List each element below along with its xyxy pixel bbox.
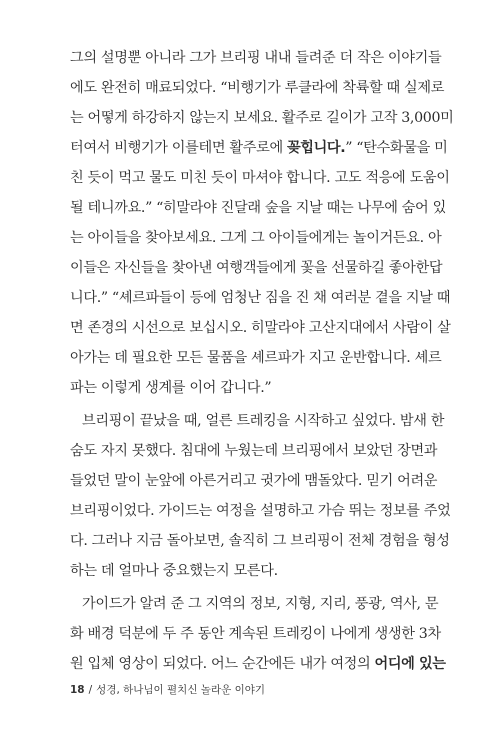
- text-line: [70, 133, 448, 163]
- text-run: ” “탄수화물을 미: [345, 140, 448, 156]
- text-line: 그의 설명뿐 아니라 그가 브리핑 내내 들려준 더 작은 이야기들: [70, 50, 442, 66]
- text-line: 브리핑이 끝났을 때, 얼른 트레킹을 시작하고 싶었다. 밤새 한: [82, 413, 445, 429]
- text-line: 브리핑이었다. 가이드는 여정을 설명하고 가슴 뛰는 정보를 주었: [70, 503, 451, 519]
- text-line: 니다.” “셰르파들이 등에 엄청난 짐을 진 채 여러분 곁을 지날 때: [70, 290, 451, 306]
- emphasized-text: 꽂힙니다.: [286, 140, 346, 156]
- text-line: 는 어떻게 하강하지 않는지 보세요. 활주로 길이가 고작 3,000미: [70, 110, 454, 126]
- text-line: 숨도 자지 못했다. 침대에 누웠는데 브리핑에서 보았던 장면과: [70, 443, 438, 459]
- text-run: 터여서 비행기가 이를테면 활주로에: [70, 140, 287, 156]
- text-line: 면 존경의 시선으로 보십시오. 히말라야 고산지대에서 사람이 살: [70, 320, 451, 336]
- text-line: 화 배경 덕분에 두 주 동안 계속된 트레킹이 나에게 생생한 3차: [70, 626, 441, 642]
- text-line: 하는 데 얼마나 중요했는지 모른다.: [70, 563, 278, 579]
- text-line: 이들은 자신들을 찾아낸 여행객들에게 꽃을 선물하길 좋아한답: [70, 260, 443, 276]
- page-footer: [70, 680, 265, 700]
- running-title: 성경, 하나님이 펼치신 놀라운 이야기: [96, 684, 266, 696]
- text-line: 될 테니까요.” “히말라야 진달래 숲을 지날 때는 나무에 숨어 있: [70, 200, 446, 216]
- text-line: 다. 그러나 지금 돌아보면, 솔직히 그 브리핑이 전체 경험을 형성: [70, 533, 450, 549]
- emphasized-text: 어디에 있는: [374, 656, 446, 672]
- page-number: 18: [70, 684, 85, 696]
- text-line: 친 듯이 먹고 물도 미친 듯이 마셔야 합니다. 고도 적응에 도움이: [70, 170, 450, 186]
- footer-separator: /: [88, 684, 93, 696]
- text-line: 아가는 데 필요한 모든 물품을 셰르파가 지고 운반합니다. 셰르: [70, 350, 442, 366]
- text-line: 파는 이렇게 생계를 이어 갑니다.”: [70, 380, 272, 396]
- text-line: 에도 완전히 매료되었다. “비행기가 루클라에 착륙할 때 실제로: [70, 80, 445, 96]
- text-line: [70, 649, 446, 679]
- text-line: 가이드가 알려 준 그 지역의 정보, 지형, 지리, 풍광, 역사, 문: [82, 596, 439, 612]
- text-run: 원 입체 영상이 되었다. 어느 순간에든 내가 여정의: [70, 656, 375, 672]
- text-line: 들었던 말이 눈앞에 아른거리고 귓가에 맴돌았다. 믿기 어려운: [70, 473, 438, 489]
- text-line: 는 아이들을 찾아보세요. 그게 그 아이들에게는 놀이거든요. 아: [70, 230, 442, 246]
